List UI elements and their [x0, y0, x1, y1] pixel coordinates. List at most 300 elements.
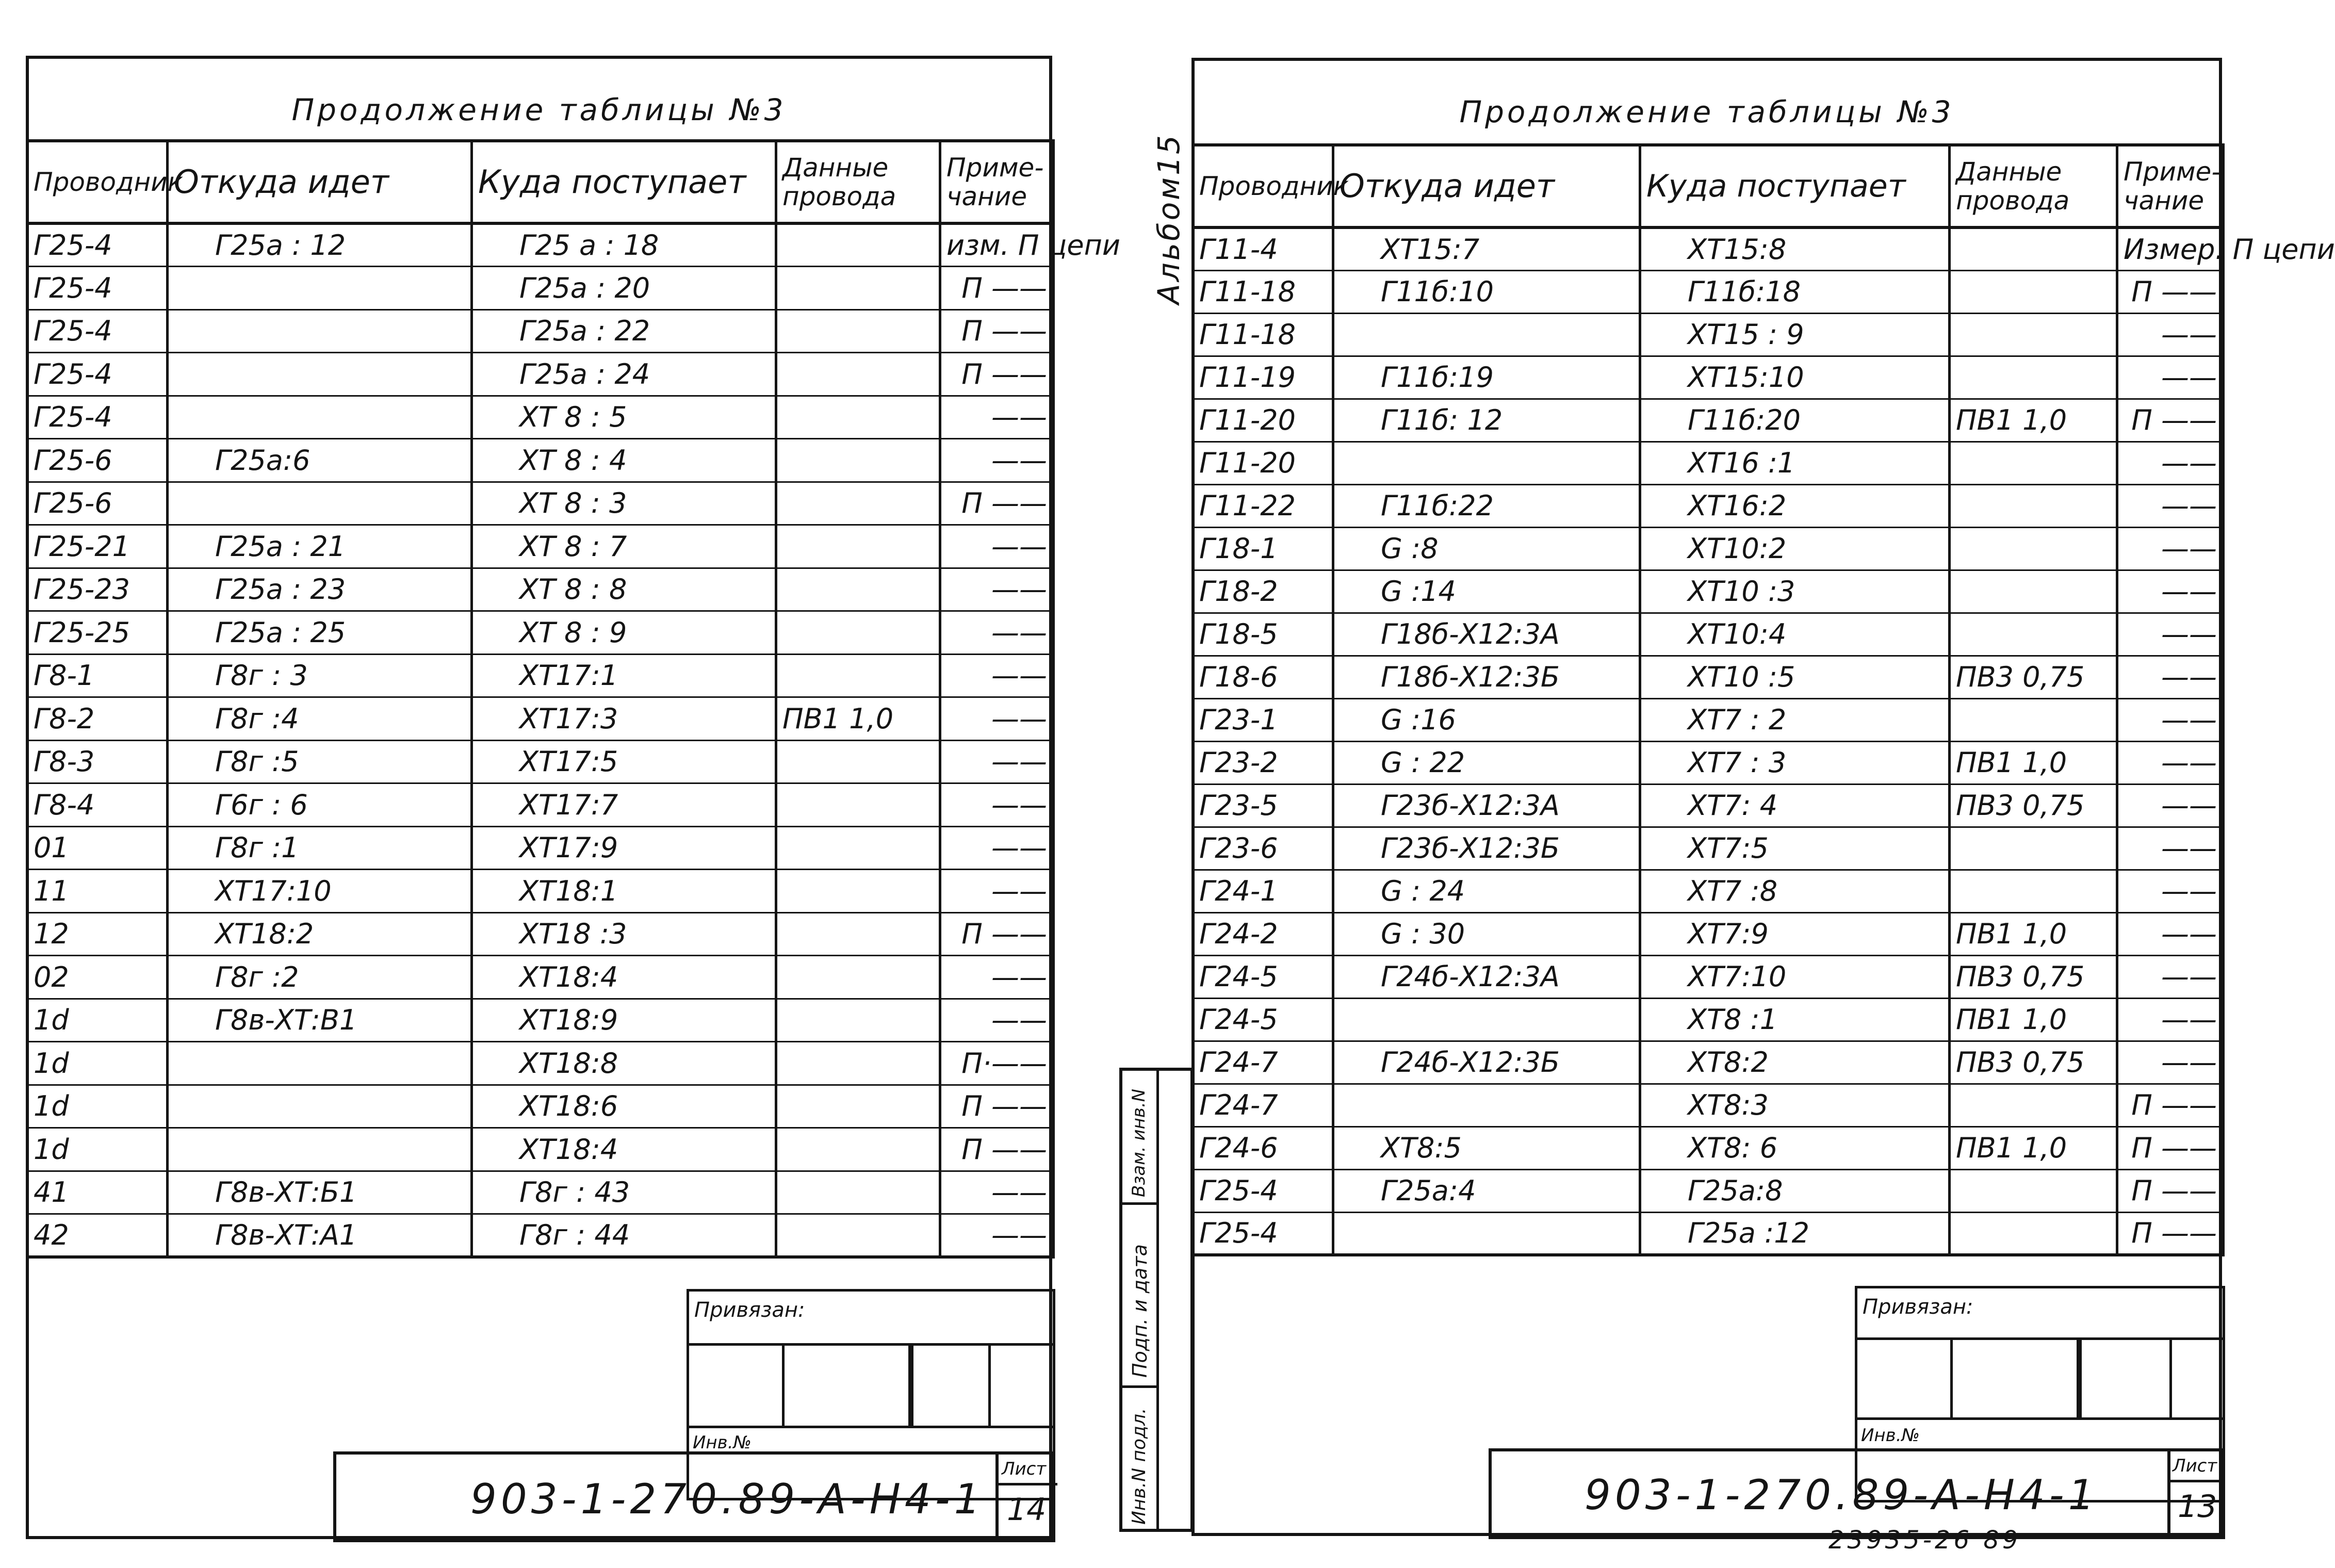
wire-cell: 12 — [27, 912, 168, 956]
table-row — [1193, 613, 2224, 656]
wire-cell: 1d — [27, 1042, 168, 1085]
from-cell: Г11б:19 — [1333, 356, 1640, 399]
table-row — [1193, 1041, 2224, 1084]
wire-data-cell — [776, 826, 940, 870]
left-list-divider — [995, 1483, 1057, 1485]
wire-data-cell — [776, 309, 940, 353]
table-row — [27, 1171, 1054, 1214]
from-cell — [168, 396, 472, 439]
to-cell: ХТ15:10 — [1640, 356, 1950, 399]
table-row — [27, 568, 1054, 611]
wire-cell: Г23-1 — [1193, 698, 1333, 741]
wire-cell: Г25-23 — [27, 568, 168, 611]
from-cell — [168, 309, 472, 353]
right-document-code: 903-1-270.89-А-Н4-1 — [1585, 1471, 2099, 1519]
margin-label-podp-data: Подп. и дата — [1129, 1244, 1151, 1378]
to-cell: ХТ10 :5 — [1640, 656, 1950, 698]
album-label: Альбом15 — [1151, 133, 1186, 304]
right-stamp-grid-col2 — [2079, 1337, 2172, 1420]
right-inv-label: Инв.№ — [1861, 1425, 1920, 1446]
wire-cell: 1d — [27, 1085, 168, 1128]
to-cell: ХТ 8 : 5 — [472, 396, 776, 439]
from-cell — [1333, 1084, 1640, 1126]
left-code-block — [333, 1451, 1055, 1542]
note-cell: —— — [2117, 442, 2224, 484]
right-margin-strip — [1119, 1068, 1194, 1532]
to-cell: ХТ7: 4 — [1640, 784, 1950, 827]
to-cell: Г25а : 24 — [472, 353, 776, 396]
to-cell: ХТ10:4 — [1640, 613, 1950, 656]
wire-data-cell — [1950, 870, 2117, 912]
table-row — [27, 223, 1054, 267]
wire-data-cell — [776, 1085, 940, 1128]
from-cell: Г25а : 23 — [168, 568, 472, 611]
wire-data-cell: ПВ3 0,75 — [1950, 656, 2117, 698]
wire-data-cell: ПВ1 1,0 — [1950, 998, 2117, 1041]
to-cell: ХТ7 : 2 — [1640, 698, 1950, 741]
wire-data-cell: ПВ1 1,0 — [776, 697, 940, 741]
wire-data-cell — [776, 353, 940, 396]
right-stamp-grid-col1 — [1950, 1337, 2079, 1420]
from-cell: Г25а : 12 — [168, 223, 472, 267]
wire-cell: Г8-1 — [27, 654, 168, 697]
to-cell: Г25а : 20 — [472, 267, 776, 310]
table-row — [1193, 1212, 2224, 1255]
to-cell: ХТ 8 : 9 — [472, 611, 776, 655]
from-cell: G :8 — [1333, 527, 1640, 570]
table-row — [27, 740, 1054, 783]
note-cell: —— — [940, 1171, 1054, 1214]
from-cell: Г8в-ХТ:Б1 — [168, 1171, 472, 1214]
note-cell: П —— — [940, 1128, 1054, 1171]
from-cell: Г8г :1 — [168, 826, 472, 870]
wire-cell: Г24-2 — [1193, 912, 1333, 955]
table-row — [27, 482, 1054, 525]
table-row — [27, 1214, 1054, 1257]
wire-cell: Г25-4 — [27, 309, 168, 353]
wire-data-cell — [776, 654, 940, 697]
note-cell: —— — [2117, 784, 2224, 827]
left-code-divider — [995, 1455, 999, 1542]
wire-cell: 11 — [27, 870, 168, 913]
right-list-divider — [2167, 1480, 2225, 1482]
wire-data-cell — [776, 912, 940, 956]
wire-cell: 1d — [27, 999, 168, 1042]
to-cell: ХТ18:4 — [472, 956, 776, 999]
wire-data-cell — [1950, 698, 2117, 741]
note-cell: —— — [940, 525, 1054, 568]
to-cell: Г25 а : 18 — [472, 223, 776, 267]
header-to: Куда поступает — [472, 141, 776, 223]
wire-data-cell — [1950, 827, 2117, 870]
note-cell: —— — [2117, 998, 2224, 1041]
margin-label-inv-podl: Инв.N подл. — [1129, 1408, 1150, 1525]
left-wire-table — [26, 139, 1121, 1259]
wire-cell: Г24-7 — [1193, 1041, 1333, 1084]
note-cell: —— — [2117, 356, 2224, 399]
from-cell — [168, 1042, 472, 1085]
wire-cell: 41 — [27, 1171, 168, 1214]
wire-cell: Г25-4 — [27, 396, 168, 439]
wire-cell: Г18-5 — [1193, 613, 1333, 656]
left-privyazan-label: Привязан: — [694, 1298, 805, 1322]
note-cell: —— — [940, 697, 1054, 741]
header-note: Приме-чание — [940, 141, 1054, 223]
wire-data-cell — [1950, 356, 2117, 399]
note-cell: —— — [2117, 870, 2224, 912]
margin-label-vzam-inv: Взам. инв.N — [1129, 1088, 1149, 1197]
to-cell: ХТ8 :1 — [1640, 998, 1950, 1041]
wire-data-cell — [1950, 527, 2117, 570]
note-cell: —— — [940, 740, 1054, 783]
note-cell: П —— — [2117, 1084, 2224, 1126]
wire-data-cell — [1950, 442, 2117, 484]
table-row — [27, 439, 1054, 482]
table-row — [27, 697, 1054, 741]
note-cell: —— — [2117, 698, 2224, 741]
from-cell: Г18б-Х12:3А — [1333, 613, 1640, 656]
note-cell: —— — [2117, 912, 2224, 955]
note-cell: —— — [2117, 613, 2224, 656]
table-row — [27, 654, 1054, 697]
table-row — [27, 396, 1054, 439]
header-wire: Проводник — [27, 141, 168, 223]
margin-strip-divider — [1156, 1071, 1159, 1529]
wire-data-cell — [776, 223, 940, 267]
wire-cell: Г11-20 — [1193, 442, 1333, 484]
right-wire-table — [1191, 143, 2335, 1256]
from-cell — [1333, 998, 1640, 1041]
wire-cell: Г18-2 — [1193, 570, 1333, 613]
to-cell: Г25а : 22 — [472, 309, 776, 353]
note-cell: изм. П цепи — [940, 223, 1054, 267]
from-cell: G :16 — [1333, 698, 1640, 741]
wire-cell: Г24-7 — [1193, 1084, 1333, 1126]
table-row — [1193, 998, 2224, 1041]
note-cell: П —— — [940, 1085, 1054, 1128]
from-cell: ХТ17:10 — [168, 870, 472, 913]
table-row — [1193, 313, 2224, 356]
wire-data-cell: ПВ1 1,0 — [1950, 399, 2117, 442]
to-cell: ХТ 8 : 7 — [472, 525, 776, 568]
wire-cell: Г25-4 — [27, 223, 168, 267]
right-privyazan-label: Привязан: — [1863, 1295, 1973, 1319]
wire-data-cell — [1950, 1212, 2117, 1255]
from-cell: Г24б-Х12:3Б — [1333, 1041, 1640, 1084]
header-wire: Проводник — [1193, 145, 1333, 227]
from-cell: Г25а:6 — [168, 439, 472, 482]
wire-data-cell — [776, 525, 940, 568]
to-cell: ХТ7:5 — [1640, 827, 1950, 870]
from-cell: Г23б-Х12:3А — [1333, 784, 1640, 827]
wire-data-cell — [1950, 1169, 2117, 1212]
wire-data-cell — [1950, 570, 2117, 613]
table-row — [27, 783, 1054, 827]
note-cell: —— — [940, 396, 1054, 439]
wire-cell: Г25-4 — [27, 267, 168, 310]
table-row — [1193, 442, 2224, 484]
table-row — [27, 611, 1054, 655]
from-cell: Г11б: 12 — [1333, 399, 1640, 442]
wire-cell: Г24-1 — [1193, 870, 1333, 912]
note-cell: —— — [940, 783, 1054, 827]
to-cell: ХТ18 :3 — [472, 912, 776, 956]
left-sheet-title: Продолжение таблицы №3 — [291, 92, 787, 127]
table-row — [1193, 570, 2224, 613]
to-cell: ХТ7 :8 — [1640, 870, 1950, 912]
wire-cell: Г24-5 — [1193, 998, 1333, 1041]
wire-cell: 1d — [27, 1128, 168, 1171]
wire-data-cell — [776, 740, 940, 783]
table-row — [1193, 527, 2224, 570]
table-row — [1193, 870, 2224, 912]
from-cell: G : 22 — [1333, 741, 1640, 784]
to-cell: ХТ8:3 — [1640, 1084, 1950, 1126]
from-cell: G :14 — [1333, 570, 1640, 613]
table-row — [1193, 656, 2224, 698]
wire-data-cell — [1950, 1084, 2117, 1126]
table-row — [27, 1085, 1054, 1128]
table-row — [1193, 1126, 2224, 1169]
from-cell: Г6г : 6 — [168, 783, 472, 827]
wire-cell: Г11-4 — [1193, 227, 1333, 270]
from-cell: Г8в-ХТ:А1 — [168, 1214, 472, 1257]
table-row — [1193, 484, 2224, 527]
to-cell: Г25а :12 — [1640, 1212, 1950, 1255]
table-row — [1193, 912, 2224, 955]
wire-data-cell: ПВ3 0,75 — [1950, 1041, 2117, 1084]
wire-data-cell — [776, 956, 940, 999]
wire-cell: Г18-6 — [1193, 656, 1333, 698]
to-cell: ХТ17:7 — [472, 783, 776, 827]
wire-data-cell: ПВ1 1,0 — [1950, 1126, 2117, 1169]
wire-cell: Г23-6 — [1193, 827, 1333, 870]
table-row — [27, 1042, 1054, 1085]
wire-cell: 42 — [27, 1214, 168, 1257]
table-row — [1193, 270, 2224, 313]
to-cell: Г8г : 43 — [472, 1171, 776, 1214]
table-row — [27, 912, 1054, 956]
margin-strip-sep1 — [1122, 1202, 1156, 1205]
note-cell: П —— — [2117, 399, 2224, 442]
to-cell: ХТ 8 : 4 — [472, 439, 776, 482]
wire-data-cell — [1950, 613, 2117, 656]
wire-data-cell — [1950, 313, 2117, 356]
note-cell: —— — [2117, 827, 2224, 870]
wire-data-cell — [776, 439, 940, 482]
left-sheet — [26, 56, 1121, 1539]
from-cell: Г25а:4 — [1333, 1169, 1640, 1212]
table-row — [27, 870, 1054, 913]
from-cell: Г8г : 3 — [168, 654, 472, 697]
from-cell: ХТ15:7 — [1333, 227, 1640, 270]
note-cell: П —— — [2117, 270, 2224, 313]
to-cell: ХТ 8 : 8 — [472, 568, 776, 611]
from-cell: Г23б-Х12:3Б — [1333, 827, 1640, 870]
table-row — [27, 353, 1054, 396]
wire-data-cell — [776, 1171, 940, 1214]
wire-data-cell: ПВ1 1,0 — [1950, 741, 2117, 784]
table-row — [1193, 741, 2224, 784]
table-row — [1193, 827, 2224, 870]
from-cell: Г11б:22 — [1333, 484, 1640, 527]
to-cell: ХТ16 :1 — [1640, 442, 1950, 484]
wire-cell: Г25-4 — [27, 353, 168, 396]
wire-data-cell — [776, 482, 940, 525]
note-cell: —— — [940, 654, 1054, 697]
wire-data-cell — [776, 870, 940, 913]
from-cell — [168, 1085, 472, 1128]
note-cell: —— — [2117, 1041, 2224, 1084]
from-cell: Г8г :2 — [168, 956, 472, 999]
to-cell: ХТ18:1 — [472, 870, 776, 913]
wire-data-cell — [776, 267, 940, 310]
left-sheet-number: 14 — [1007, 1492, 1047, 1528]
right-sheet-title: Продолжение таблицы №3 — [1459, 94, 1954, 129]
header-from: Откуда идет — [1333, 145, 1640, 227]
to-cell: Г11б:18 — [1640, 270, 1950, 313]
left-inv-label: Инв.№ — [693, 1432, 752, 1453]
from-cell — [168, 267, 472, 310]
wire-cell: Г11-18 — [1193, 313, 1333, 356]
to-cell: ХТ10:2 — [1640, 527, 1950, 570]
to-cell: ХТ18:8 — [472, 1042, 776, 1085]
wire-data-cell — [776, 1128, 940, 1171]
note-cell: П —— — [2117, 1126, 2224, 1169]
wire-data-cell — [776, 396, 940, 439]
to-cell: ХТ18:6 — [472, 1085, 776, 1128]
left-table-body — [27, 223, 1121, 1257]
to-cell: Г8г : 44 — [472, 1214, 776, 1257]
header-wire-data: Данные провода — [776, 141, 940, 223]
note-cell: П·—— — [940, 1042, 1054, 1085]
note-cell: —— — [2117, 570, 2224, 613]
table-row — [1193, 698, 2224, 741]
table-row — [1193, 1084, 2224, 1126]
right-code-divider — [2167, 1451, 2170, 1539]
to-cell: ХТ15 : 9 — [1640, 313, 1950, 356]
wire-data-cell — [1950, 270, 2117, 313]
from-cell: Г18б-Х12:3Б — [1333, 656, 1640, 698]
wire-cell: Г8-3 — [27, 740, 168, 783]
wire-cell: Г11-18 — [1193, 270, 1333, 313]
left-list-label: Лист — [1002, 1459, 1047, 1479]
from-cell: Г8г :4 — [168, 697, 472, 741]
to-cell: ХТ8: 6 — [1640, 1126, 1950, 1169]
table-row — [27, 525, 1054, 568]
to-cell: ХТ7:10 — [1640, 955, 1950, 998]
wire-cell: Г11-22 — [1193, 484, 1333, 527]
to-cell: ХТ18:9 — [472, 999, 776, 1042]
table-row — [1193, 784, 2224, 827]
header-note: Приме-чание — [2117, 145, 2224, 227]
wire-data-cell: ПВ1 1,0 — [1950, 912, 2117, 955]
note-cell: П —— — [940, 482, 1054, 525]
from-cell: Г8г :5 — [168, 740, 472, 783]
note-cell: П —— — [940, 353, 1054, 396]
to-cell: ХТ7 : 3 — [1640, 741, 1950, 784]
from-cell — [168, 353, 472, 396]
to-cell: ХТ16:2 — [1640, 484, 1950, 527]
wire-data-cell — [776, 1042, 940, 1085]
wire-data-cell — [776, 783, 940, 827]
table-row — [27, 826, 1054, 870]
note-cell: —— — [2117, 527, 2224, 570]
note-cell: П —— — [2117, 1212, 2224, 1255]
note-cell: —— — [940, 826, 1054, 870]
from-cell: Г25а : 21 — [168, 525, 472, 568]
wire-data-cell — [776, 568, 940, 611]
wire-data-cell — [1950, 227, 2117, 270]
table-row — [1193, 1169, 2224, 1212]
to-cell: ХТ10 :3 — [1640, 570, 1950, 613]
wire-cell: Г23-5 — [1193, 784, 1333, 827]
to-cell: ХТ17:3 — [472, 697, 776, 741]
to-cell: ХТ17:5 — [472, 740, 776, 783]
table-row — [1193, 399, 2224, 442]
wire-data-cell — [776, 999, 940, 1042]
wire-cell: Г8-2 — [27, 697, 168, 741]
from-cell: Г8в-ХТ:В1 — [168, 999, 472, 1042]
left-stamp-grid-col2 — [911, 1343, 991, 1428]
note-cell: —— — [2117, 741, 2224, 784]
note-cell: —— — [940, 999, 1054, 1042]
wire-data-cell — [776, 1214, 940, 1257]
to-cell: Г11б:20 — [1640, 399, 1950, 442]
to-cell: ХТ8:2 — [1640, 1041, 1950, 1084]
right-list-label: Лист — [2173, 1456, 2217, 1476]
note-cell: —— — [940, 1214, 1054, 1257]
left-document-code: 903-1-270.89-А-Н4-1 — [470, 1475, 985, 1523]
wire-cell: Г23-2 — [1193, 741, 1333, 784]
from-cell: Г24б-Х12:3А — [1333, 955, 1640, 998]
wire-cell: 01 — [27, 826, 168, 870]
note-cell: —— — [940, 568, 1054, 611]
wire-cell: Г24-5 — [1193, 955, 1333, 998]
wire-data-cell — [776, 611, 940, 655]
wire-cell: Г11-20 — [1193, 399, 1333, 442]
bottom-number: 23935-26 89 — [1828, 1526, 2021, 1555]
right-sheet-number: 13 — [2178, 1489, 2217, 1525]
wire-cell: Г8-4 — [27, 783, 168, 827]
from-cell — [168, 1128, 472, 1171]
from-cell: G : 30 — [1333, 912, 1640, 955]
from-cell — [1333, 1212, 1640, 1255]
note-cell: —— — [2117, 313, 2224, 356]
from-cell — [1333, 442, 1640, 484]
from-cell: Г11б:10 — [1333, 270, 1640, 313]
note-cell: —— — [940, 611, 1054, 655]
wire-cell: Г24-6 — [1193, 1126, 1333, 1169]
header-to: Куда поступает — [1640, 145, 1950, 227]
wire-data-cell: ПВ3 0,75 — [1950, 784, 2117, 827]
from-cell — [1333, 313, 1640, 356]
wire-data-cell — [1950, 484, 2117, 527]
wire-cell: Г25-6 — [27, 439, 168, 482]
right-table-body — [1193, 227, 2335, 1255]
table-row — [27, 999, 1054, 1042]
note-cell: —— — [2117, 484, 2224, 527]
to-cell: Г25а:8 — [1640, 1169, 1950, 1212]
table-row — [27, 956, 1054, 999]
to-cell: ХТ18:4 — [472, 1128, 776, 1171]
note-cell: П —— — [940, 309, 1054, 353]
margin-strip-sep2 — [1122, 1385, 1156, 1388]
note-cell: П —— — [940, 267, 1054, 310]
to-cell: ХТ7:9 — [1640, 912, 1950, 955]
from-cell: G : 24 — [1333, 870, 1640, 912]
to-cell: ХТ17:9 — [472, 826, 776, 870]
